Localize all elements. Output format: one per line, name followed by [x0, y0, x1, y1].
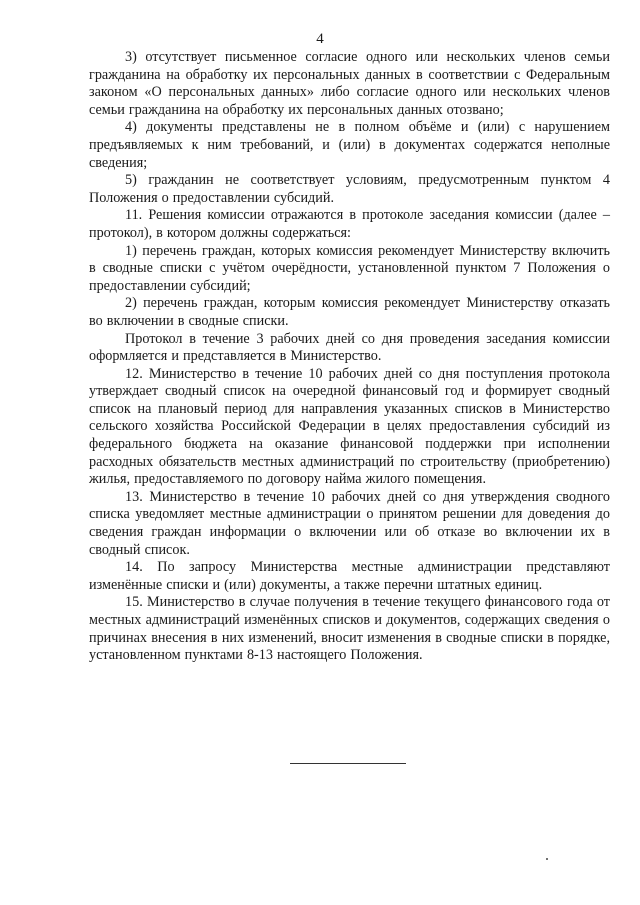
paragraph-item-5: 5) гражданин не соответствует условиям, предусмотренным пунктом 4 Положения о предоставлении субсидий.	[89, 172, 610, 206]
page-number: 4	[316, 31, 324, 47]
paragraph-clause-11-item-1: 1) перечень граждан, которых комиссия рекомендует Министерству включить в сводные списки с учётом очерёдности, установленной пунктом 7 Положения о предоставлении субсидий;	[89, 242, 610, 294]
end-divider	[290, 763, 406, 764]
paragraph-clause-11-item-2: 2) перечень граждан, которым комиссия рекомендует Министерству отказать во включении в сводные списки.	[89, 295, 610, 329]
paragraph-item-4: 4) документы представлены не в полном объёме и (или) с нарушением предъявляемых к ним требований, и (или) в документах содержатся неполные сведения;	[89, 119, 610, 171]
document-body	[89, 49, 610, 665]
paragraph-clause-15: 15. Министерство в случае получения в течение текущего финансового года от местных администраций изменённых списков и документов, содержащих сведения о причинах внесения в них изменений, вносит изменения в сводные списки в порядке, установленном пунктами 8-13 настоящего Положения.	[89, 594, 610, 664]
paragraph-clause-13: 13. Министерство в течение 10 рабочих дней со дня утверждения сводного списка уведомляет местные администрации о принятом решении для доведения до сведения граждан информации о включении или об отказе во включении их в сводный список.	[89, 488, 610, 558]
paragraph-protocol: Протокол в течение 3 рабочих дней со дня проведения заседания комиссии оформляется и представляется в Министерство.	[89, 330, 610, 365]
paragraph-clause-11: 11. Решения комиссии отражаются в протоколе заседания комиссии (далее – протокол), в котором должны содержаться:	[89, 207, 610, 241]
scan-speck	[546, 858, 548, 860]
paragraph-clause-12: 12. Министерство в течение 10 рабочих дней со дня поступления протокола утверждает сводный список на очередной финансовый год и формирует сводный список на плановый период для направления указанных списков в Министерство сельского хозяйства Российской Федерации в целях предоставления субсидий из федерального бюджета на оказание финансовой поддержки при исполнении расходных обязательств местных администраций по строительству (приобретению) жилья, предоставляемого по договору найма жилого помещения.	[89, 365, 610, 488]
paragraph-clause-14: 14. По запросу Министерства местные администрации представляют изменённые списки и (или) документы, а также перечни штатных единиц.	[89, 559, 610, 593]
paragraph-item-3: 3) отсутствует письменное согласие одного или нескольких членов семьи гражданина на обработку их персональных данных в соответствии с Федеральным законом «О персональных данных» либо согласие одного или нескольких членов семьи гражданина на обработку их персональных данных отозвано;	[89, 49, 610, 118]
